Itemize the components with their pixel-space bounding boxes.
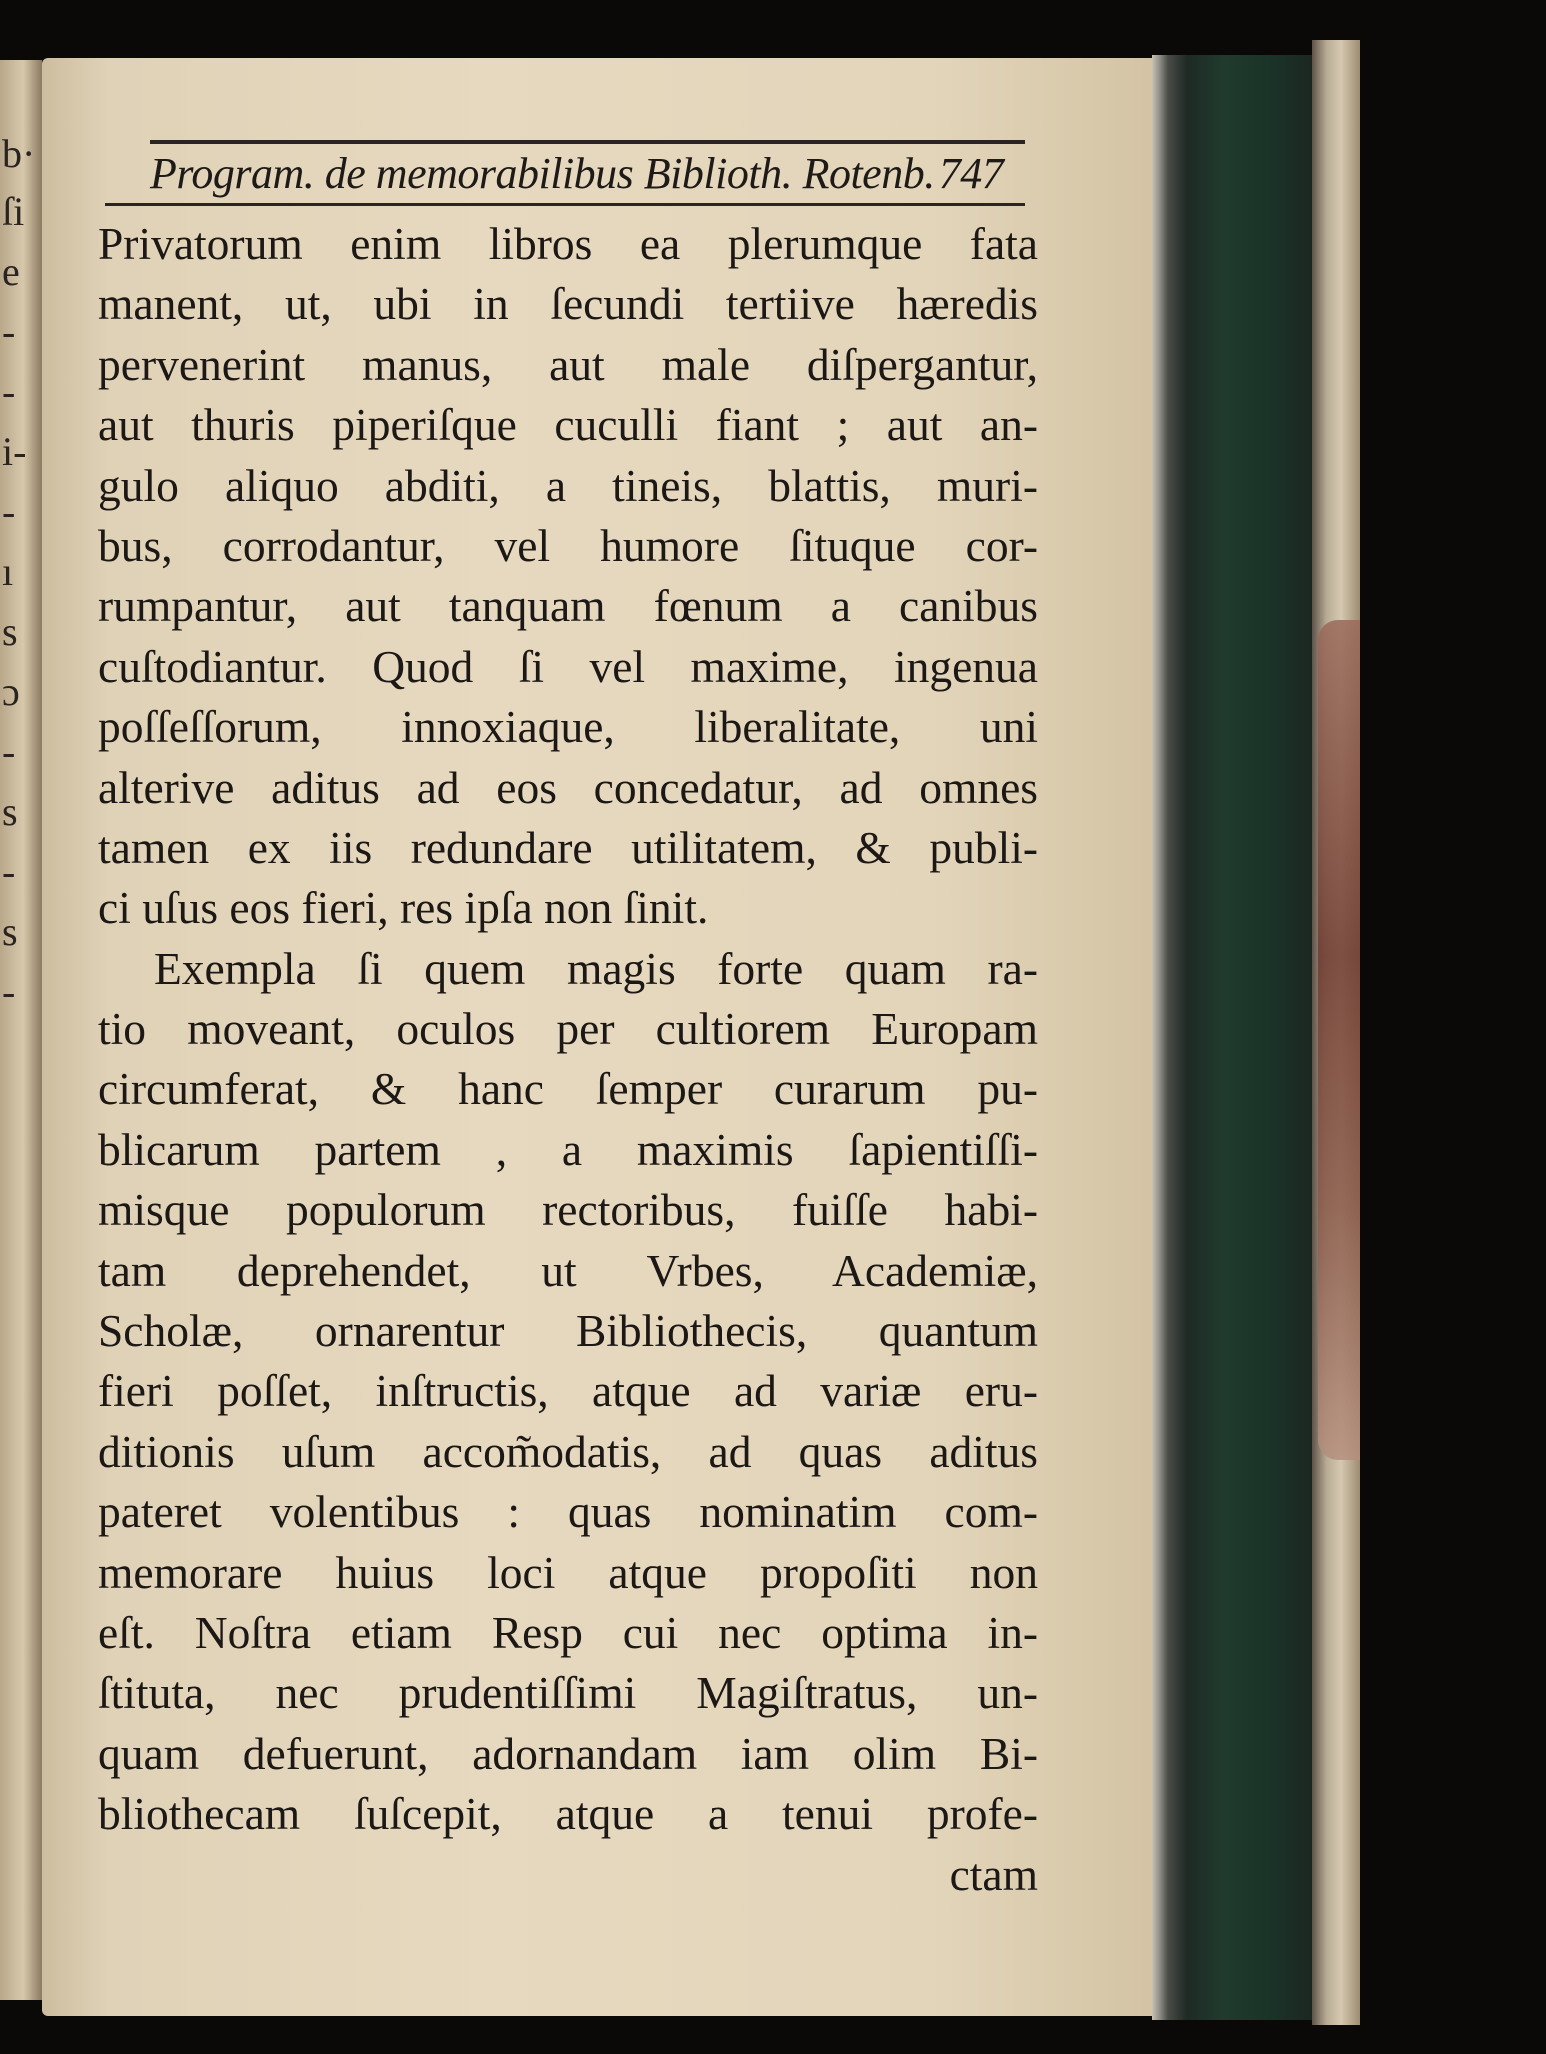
text-line: blicarum partem , a maximis ſapientiſſi- — [98, 1123, 1038, 1175]
text-line: poſſeſſorum, innoxiaque, liberalitate, uni — [98, 701, 1038, 753]
text-line: Privatorum enim libros ea plerumque fata — [98, 218, 1038, 269]
page-number: 747 — [938, 149, 1004, 198]
left-page-fragment: ſi — [2, 189, 25, 234]
text-line: aut thuris piperiſque cuculli fiant ; aut an- — [98, 399, 1038, 451]
header-rule-bottom — [105, 203, 1025, 206]
left-page-fragment: - — [2, 309, 16, 354]
header-rule-top — [150, 140, 1025, 144]
left-page-fragment: b· — [2, 131, 36, 176]
left-page-fragment: s — [2, 609, 18, 654]
cover-stain — [1318, 620, 1360, 1460]
book-edge — [1152, 55, 1312, 2020]
text-line: pervenerint manus, aut male diſpergantur, — [98, 338, 1038, 390]
text-line: ſtituta, nec prudentiſſimi Magiſtratus, un- — [98, 1667, 1038, 1719]
left-page-edge — [0, 60, 42, 2000]
text-line: cuſtodiantur. Quod ſi vel maxime, ingenua — [98, 640, 1038, 692]
text-line: rumpantur, aut tanquam fœnum a canibus — [98, 580, 1038, 632]
running-head-title: Program. de memorabilibus Biblioth. Rotenb. — [150, 149, 935, 198]
body-text — [98, 214, 1038, 1905]
left-page-fragment: ɔ — [2, 669, 20, 714]
left-page-fragment: ı — [2, 549, 14, 594]
text-line: tam deprehendet, ut Vrbes, Academiæ, — [98, 1244, 1038, 1296]
text-line: tio moveant, oculos per cultiorem Europam — [98, 1003, 1038, 1055]
left-page-fragment: - — [2, 489, 16, 534]
text-line: alterive aditus ad eos concedatur, ad omnes — [98, 761, 1038, 813]
left-page-fragment: e — [2, 249, 20, 294]
text-line: tamen ex iis redundare utilitatem, & publi- — [98, 821, 1038, 873]
left-page-fragment: - — [2, 729, 16, 774]
left-page-fragment: s — [2, 909, 18, 954]
text-line: circumferat, & hanc ſemper curarum pu- — [98, 1063, 1038, 1115]
left-page-fragment: - — [2, 849, 16, 894]
text-line: fieri poſſet, inſtructis, atque ad variæ eru- — [98, 1365, 1038, 1417]
left-page-fragment: i- — [2, 429, 27, 474]
left-page-fragment: - — [2, 369, 16, 414]
text-line: pateret volentibus : quas nominatim com- — [98, 1486, 1038, 1538]
left-page-fragment: s — [2, 789, 18, 834]
text-line: bliothecam ſuſcepit, atque a tenui profe- — [98, 1788, 1038, 1840]
text-line: quam defuerunt, adornandam iam olim Bi- — [98, 1727, 1038, 1779]
paragraph-2 — [98, 939, 1038, 1845]
text-line: ci uſus eos fieri, res ipſa non ſinit. — [98, 882, 709, 934]
text-line: manent, ut, ubi in ſecundi tertiive hæredis — [98, 278, 1038, 330]
text-line: gulo aliquo abditi, a tineis, blattis, muri- — [98, 459, 1038, 511]
text-line: memorare huius loci atque propoſiti non — [98, 1546, 1038, 1598]
text-line: Exempla ſi quem magis forte quam ra- — [154, 942, 1038, 994]
paragraph-1 — [98, 214, 1038, 939]
text-line: eſt. Noſtra etiam Resp cui nec optima in- — [98, 1606, 1038, 1658]
text-line: bus, corrodantur, vel humore ſituque cor- — [98, 519, 1038, 571]
catchword: ctam — [949, 1848, 1038, 1900]
text-line: ditionis uſum accom̃odatis, ad quas aditus — [98, 1425, 1038, 1477]
left-page-fragment: - — [2, 969, 16, 1014]
running-head — [150, 148, 1030, 199]
text-line: Scholæ, ornarentur Bibliothecis, quantum — [98, 1305, 1038, 1357]
text-line: misque populorum rectoribus, fuiſſe habi- — [98, 1184, 1038, 1236]
